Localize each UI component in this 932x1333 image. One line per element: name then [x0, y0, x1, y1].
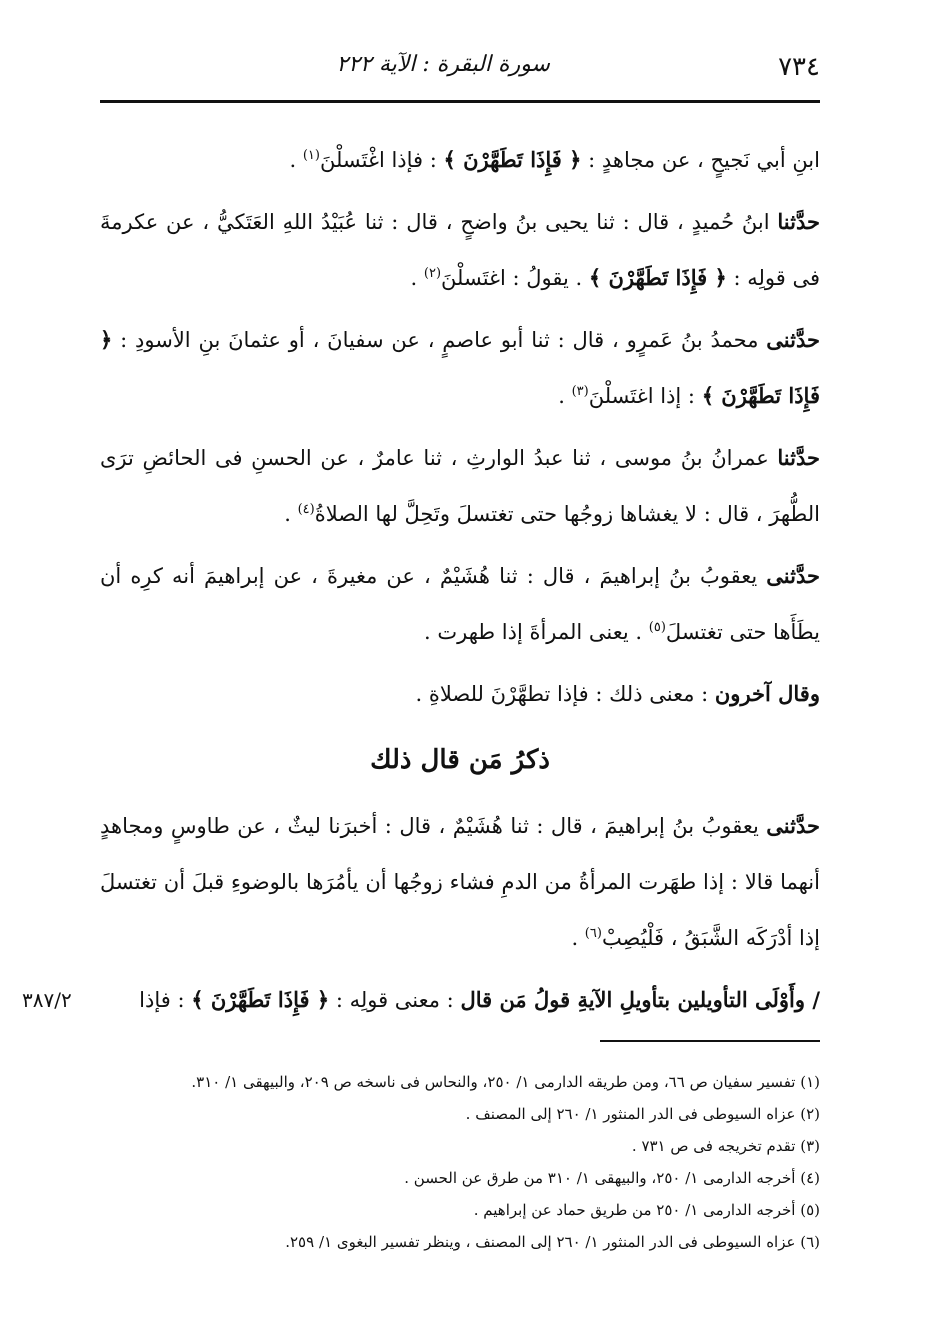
quran-verse: ﴿ فَإِذَا تَطَهَّرْنَ ﴾	[443, 147, 582, 172]
quran-verse: ﴿ فَإِذَا تَطَهَّرْنَ ﴾	[100, 327, 820, 408]
paragraph-1	[100, 132, 820, 188]
main-text	[22, 132, 820, 1034]
paragraph-end: .	[571, 926, 585, 950]
paragraph-text: : معنى قولِه :	[329, 988, 461, 1012]
footnote-ref[interactable]: (١)	[302, 148, 320, 163]
paragraph-text-after: : فإذا اغْتَسلْنَ	[319, 148, 444, 172]
paragraph-end: .	[284, 502, 298, 526]
paragraph-end: . يعنى المرأةَ إذا طهرت .	[423, 620, 649, 644]
paragraph-text-after: : إذا اغتَسلْنَ	[588, 384, 702, 408]
footnote-ref[interactable]: (٢)	[423, 266, 442, 281]
paragraph-4	[100, 430, 820, 542]
page-header	[100, 48, 820, 88]
footnote-ref[interactable]: (٤)	[297, 502, 315, 517]
paragraph-text: ابنِ أبي نَجيحٍ ، عن مجاهدٍ :	[581, 148, 820, 172]
paragraph-end: .	[289, 148, 303, 172]
paragraph-end: .	[558, 384, 572, 408]
paragraph-2	[100, 194, 820, 306]
paragraph-text-after: : فإذا	[139, 988, 192, 1012]
footnote-4: (٤) أخرجه الدارمى ١/ ٢٥٠، والبيهقى ١/ ٣١٠ من طرق عن الحسن .	[404, 1169, 820, 1187]
footnote-1: (١) تفسير سفيان ص ٦٦، ومن طريقه الدارمى ١/ ٢٥٠، والنحاس فى ناسخه ص ٢٠٩، والبيهقى ١/ ٣١٠.	[191, 1073, 820, 1091]
footnote-2: (٢) عزاه السيوطى فى الدر المنثور ١/ ٢٦٠ إلى المصنف .	[465, 1105, 820, 1123]
quran-verse: ﴿ فَإِذَا تَطَهَّرْنَ ﴾	[191, 987, 330, 1012]
paragraph-text: ابنُ حُميدٍ ، قال : ثنا يحيى بنُ واضحٍ ، قال : ثنا عُبَيْدُ اللهِ العَتَكيُّ ، عن عكرمةَ فى قولِه :	[100, 210, 820, 290]
paragraph-lead: حدَّثنى	[766, 813, 820, 838]
paragraph-lead: حدَّثنى	[766, 563, 820, 588]
paragraph-text-after: . يقولُ : اغتَسلْنَ	[441, 266, 589, 290]
footnote-rule	[600, 1040, 820, 1042]
page-number: ٧٣٤	[778, 52, 820, 82]
paragraph-5	[100, 548, 820, 660]
footnote-5: (٥) أخرجه الدارمى ١/ ٢٥٠ من طريق حماد عن إبراهيم .	[473, 1201, 820, 1219]
paragraph-lead: / وأَوْلَى التأويلين بتأويلِ الآيةِ قولُ مَن قال	[460, 987, 820, 1012]
margin-reference: ٣٨٧/٢	[22, 988, 72, 1012]
footnotes	[100, 1066, 820, 1258]
footnote-ref[interactable]: (٦)	[584, 926, 602, 941]
paragraph-lead: وقال آخرون	[714, 681, 820, 706]
section-heading: ذكرُ مَن قال ذلك	[370, 745, 550, 775]
paragraph-text: يعقوبُ بنُ إبراهيمَ ، قال : ثنا هُشَيْمٌ ، عن مغيرةَ ، عن إبراهيمَ أنه كرِه أن يطَأَها حتى تغتسلَ	[100, 564, 820, 644]
footnote-6: (٦) عزاه السيوطى فى الدر المنثور ١/ ٢٦٠ إلى المصنف ، وينظر تفسير البغوى ١/ ٢٥٩.	[285, 1233, 820, 1251]
footnote-3: (٣) تقدم تخريجه فى ص ٧٣١ .	[631, 1137, 820, 1155]
paragraph-text: عمرانُ بنُ موسى ، ثنا عبدُ الوارثِ ، ثنا عامرٌ ، عن الحسنِ فى الحائضِ ترَى الطُّهرَ ، قال : لا يغشاها زوجُها حتى تغتسلَ وتَحِلَّ لها الصلاةُ	[100, 446, 820, 526]
running-title: سورة البقرة : الآية ٢٢٢	[336, 52, 550, 77]
paragraph-8	[22, 972, 820, 1028]
paragraph-6	[100, 666, 820, 722]
paragraph-text: : معنى ذلك : فإذا تطهَّرْنَ للصلاةِ .	[415, 682, 715, 706]
footnote-ref[interactable]: (٥)	[648, 620, 666, 635]
paragraph-end: .	[410, 266, 424, 290]
paragraph-text: يعقوبُ بنُ إبراهيمَ ، قال : ثنا هُشَيْمٌ ، قال : أخبرَنا ليثٌ ، عن طاوسٍ ومجاهدٍ أنهما قالا : إذا طهَرت المرأةُ من الدمِ فشاء زوجُها أن يأمُرَها بالوضوءِ قبلَ أن تغتسلَ إذا أدْرَكَه الشَّبَقُ ، فَلْيُصِبْ	[100, 814, 820, 950]
header-rule	[100, 100, 820, 103]
paragraph-7	[100, 798, 820, 966]
paragraph-3	[100, 312, 820, 424]
paragraph-lead: حدَّثنى	[766, 327, 820, 352]
paragraph-text: محمدُ بنُ عَمرٍو ، قال : ثنا أبو عاصمٍ ، عن سفيانَ ، أو عثمانَ بنِ الأسودِ :	[112, 328, 767, 352]
footnote-ref[interactable]: (٣)	[571, 384, 589, 399]
paragraph-lead: حدَّثنا	[777, 209, 820, 234]
paragraph-lead: حدَّثنا	[777, 445, 820, 470]
quran-verse: ﴿ فَإِذَا تَطَهَّرْنَ ﴾	[588, 265, 727, 290]
